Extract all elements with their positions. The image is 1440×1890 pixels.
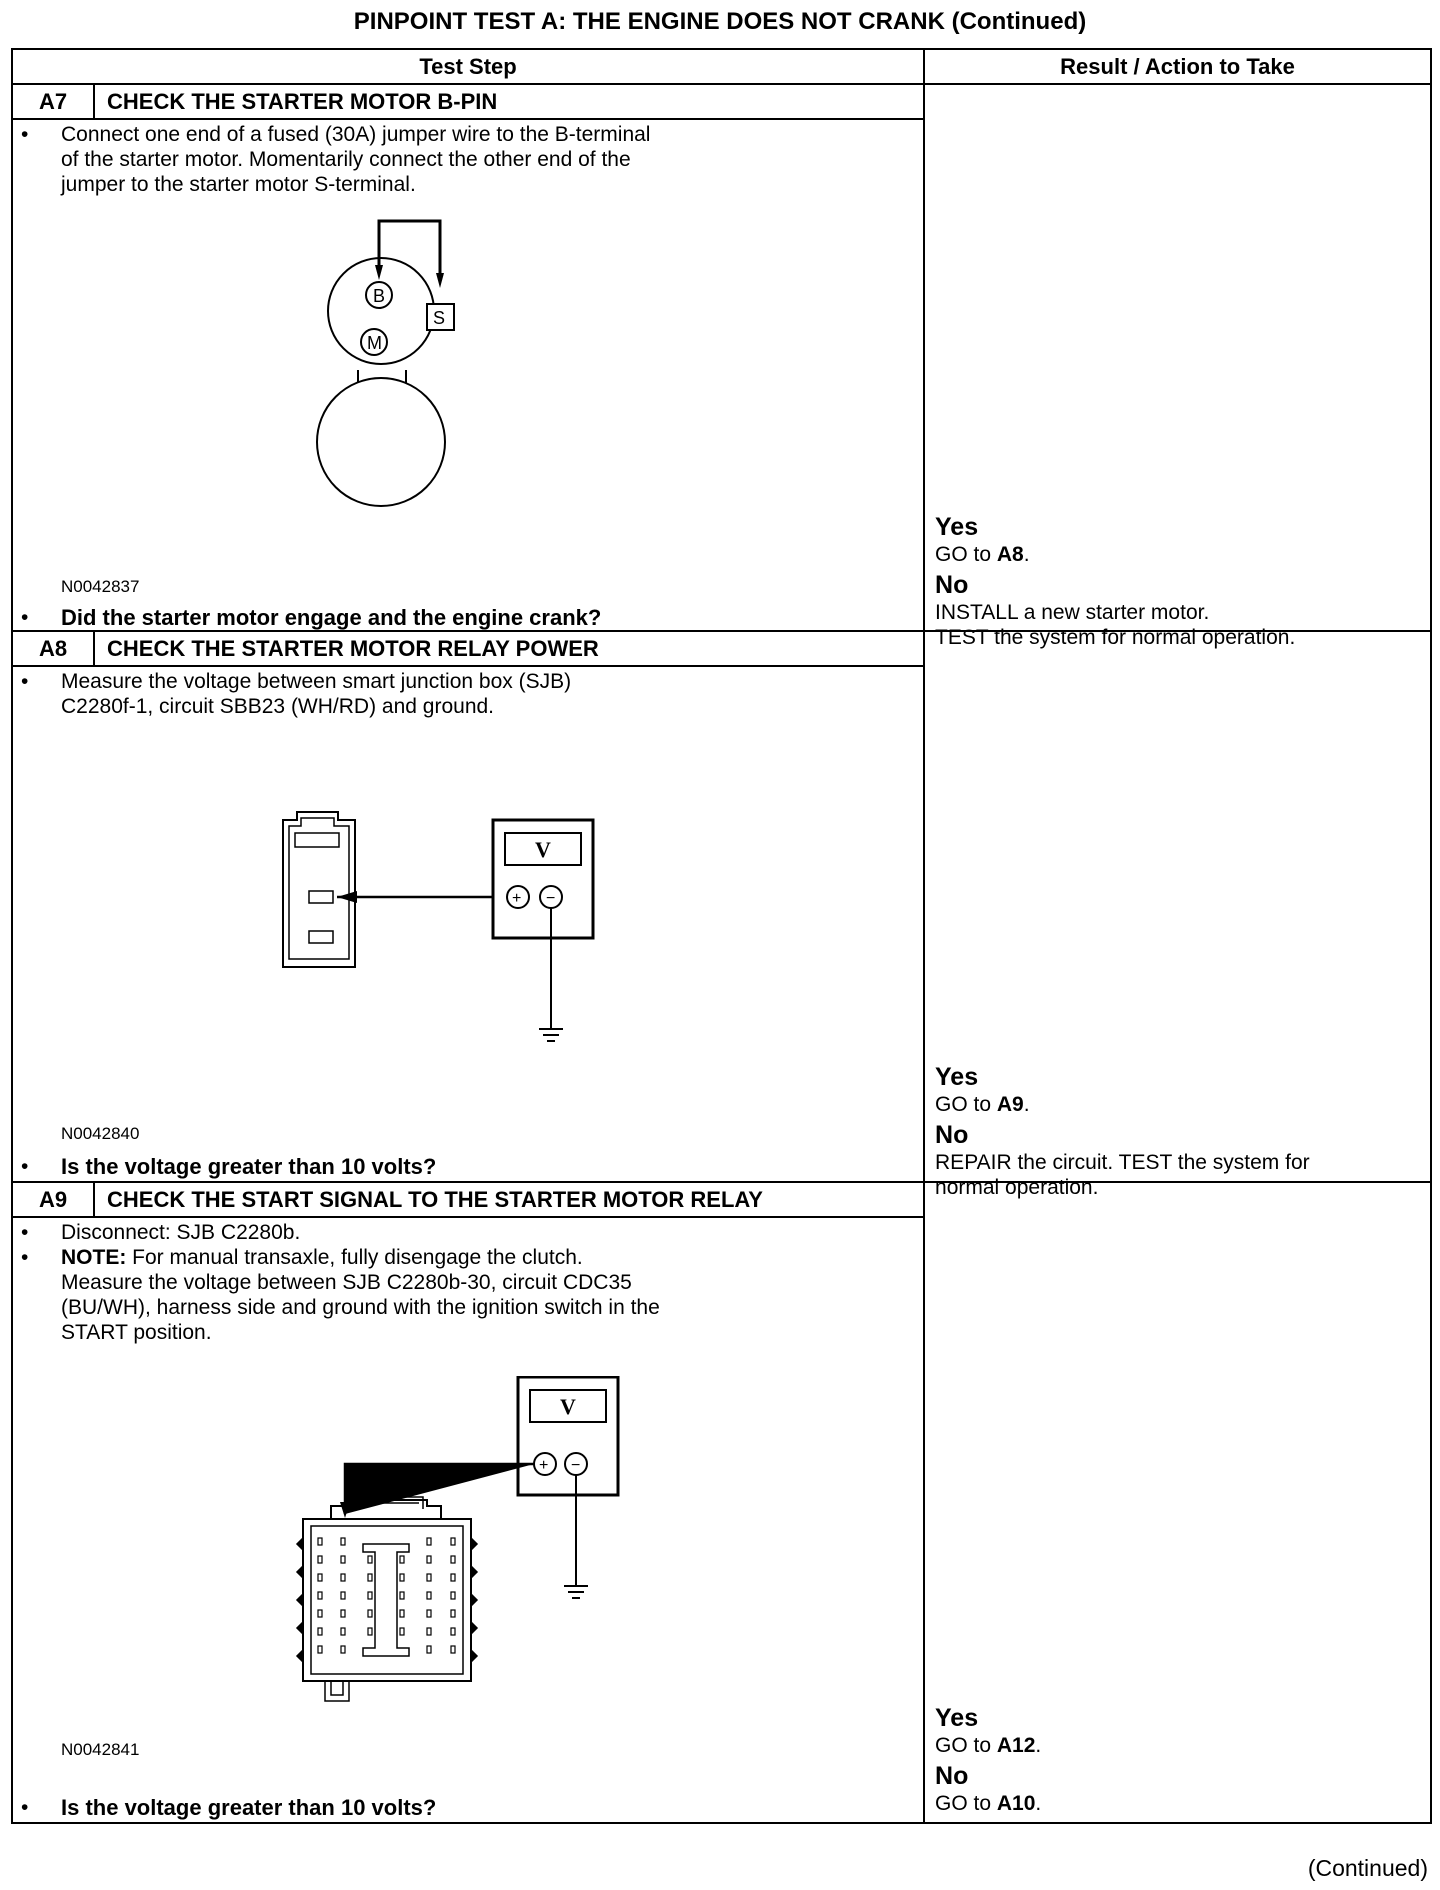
bullet: • xyxy=(21,670,29,693)
no-target-link[interactable]: A10 xyxy=(996,1792,1036,1815)
yes-target-link[interactable]: A12 xyxy=(996,1734,1036,1757)
bullet: • xyxy=(21,123,29,146)
note-label: NOTE: xyxy=(61,1246,127,1269)
voltmeter-display-label: V xyxy=(560,1394,576,1419)
instruction-line: of the starter motor. Momentarily connect the other end of the xyxy=(61,148,631,171)
m-terminal-label: M xyxy=(367,333,382,353)
step-id-a9: A9 xyxy=(12,1182,94,1217)
no-action-2: TEST the system for normal operation. xyxy=(935,626,1296,649)
yes-label: Yes xyxy=(935,1063,979,1091)
bullet: • xyxy=(21,1246,29,1269)
s-terminal-label: S xyxy=(433,308,446,328)
yes-action-text: GO to xyxy=(935,1093,997,1116)
bullet: • xyxy=(21,606,29,629)
step-title-row-a9 xyxy=(12,1182,1431,1217)
instructions-a8 xyxy=(61,669,571,719)
result-cell-a8 xyxy=(924,631,1431,1199)
no-action-2: normal operation. xyxy=(935,1176,1099,1199)
starter-motor-diagram xyxy=(263,210,613,540)
step-title-row-a7 xyxy=(12,84,1431,119)
no-action xyxy=(935,1791,1041,1816)
pinpoint-test-table xyxy=(11,48,1432,1824)
step-title-a8: CHECK THE STARTER MOTOR RELAY POWER xyxy=(94,631,924,666)
b-terminal-label: B xyxy=(373,286,386,306)
step-body-a8 xyxy=(12,666,924,1182)
instruction-line: Measure the voltage between smart junction box (SJB) xyxy=(61,670,572,693)
ground-icon xyxy=(564,1586,588,1598)
minus-terminal-label: − xyxy=(546,890,556,907)
question-a7: Did the starter motor engage and the engine crank? xyxy=(61,605,602,630)
yes-suffix: . xyxy=(1023,543,1030,566)
no-label: No xyxy=(935,1121,969,1149)
yes-action-text: GO to xyxy=(935,1734,997,1757)
step-id-a8: A8 xyxy=(12,631,94,666)
voltmeter-display-label: V xyxy=(535,837,551,862)
question-a9: Is the voltage greater than 10 volts? xyxy=(61,1795,437,1820)
yes-target-link[interactable]: A8 xyxy=(996,543,1024,566)
plus-terminal-label: + xyxy=(512,890,522,907)
yes-action xyxy=(935,1092,1310,1117)
figure-id: N0042837 xyxy=(61,577,140,596)
instruction-line: Measure the voltage between SJB C2280b-30, circuit CDC35 xyxy=(61,1271,632,1294)
header-result: Result / Action to Take xyxy=(924,49,1431,84)
figure-id: N0042841 xyxy=(61,1740,140,1759)
no-action-1: REPAIR the circuit. TEST the system for xyxy=(935,1151,1310,1174)
bullet: • xyxy=(21,1155,29,1178)
yes-target-link[interactable]: A9 xyxy=(996,1093,1024,1116)
step-title-a9: CHECK THE START SIGNAL TO THE STARTER MOTOR RELAY xyxy=(94,1182,924,1217)
page-title: PINPOINT TEST A: THE ENGINE DOES NOT CRANK (Continued) xyxy=(353,8,1087,35)
yes-suffix: . xyxy=(1035,1734,1042,1757)
step-body-a7 xyxy=(12,119,924,631)
instruction-line: (BU/WH), harness side and ground with the ignition switch in the xyxy=(61,1296,660,1319)
header-test-step: Test Step xyxy=(12,49,924,84)
no-suffix: . xyxy=(1035,1792,1042,1815)
instruction-line: jumper to the starter motor S-terminal. xyxy=(61,173,416,196)
plus-terminal-label: + xyxy=(539,1457,549,1474)
result-cell-a9 xyxy=(924,1182,1431,1823)
sjb-connector-c2280b xyxy=(297,1497,477,1701)
step-id-a7: A7 xyxy=(12,84,94,119)
yes-label: Yes xyxy=(935,513,979,541)
yes-action xyxy=(935,1733,1041,1758)
yes-label: Yes xyxy=(935,1704,979,1732)
no-label: No xyxy=(935,1762,969,1790)
result-a7 xyxy=(935,513,1295,650)
no-action-text: GO to xyxy=(935,1792,997,1815)
step-title-a7: CHECK THE STARTER MOTOR B-PIN xyxy=(94,84,924,119)
instructions-a9-2 xyxy=(61,1270,660,1345)
table-header-row xyxy=(12,49,1431,84)
note-text: For manual transaxle, fully disengage the clutch. xyxy=(126,1246,583,1269)
figure-id: N0042840 xyxy=(61,1124,140,1143)
result-a9 xyxy=(935,1704,1041,1816)
instructions-a7 xyxy=(61,122,650,197)
instruction-line: START position. xyxy=(61,1321,212,1344)
instruction-line: Connect one end of a fused (30A) jumper wire to the B-terminal xyxy=(61,123,651,146)
instruction-a9-1: Disconnect: SJB C2280b. xyxy=(61,1221,301,1244)
yes-suffix: . xyxy=(1023,1093,1030,1116)
no-action-1: INSTALL a new starter motor. xyxy=(935,601,1210,624)
step-title-row-a8 xyxy=(12,631,1431,666)
step-body-a9 xyxy=(12,1217,924,1823)
voltmeter-connector-diagram-a8 xyxy=(263,807,663,1067)
bullet: • xyxy=(21,1221,29,1244)
ground-icon xyxy=(539,1029,563,1041)
no-label: No xyxy=(935,571,969,599)
minus-terminal-label: − xyxy=(571,1457,581,1474)
note-a9 xyxy=(61,1245,583,1270)
question-a8: Is the voltage greater than 10 volts? xyxy=(61,1154,437,1179)
yes-action xyxy=(935,542,1295,567)
continued-label: (Continued) xyxy=(1307,1855,1428,1881)
bullet: • xyxy=(21,1796,29,1819)
result-a8 xyxy=(935,1063,1310,1200)
voltmeter-connector-diagram-a9 xyxy=(273,1376,673,1726)
yes-action-text: GO to xyxy=(935,543,997,566)
instruction-line: C2280f-1, circuit SBB23 (WH/RD) and ground. xyxy=(61,695,495,718)
result-cell-a7 xyxy=(924,84,1431,649)
